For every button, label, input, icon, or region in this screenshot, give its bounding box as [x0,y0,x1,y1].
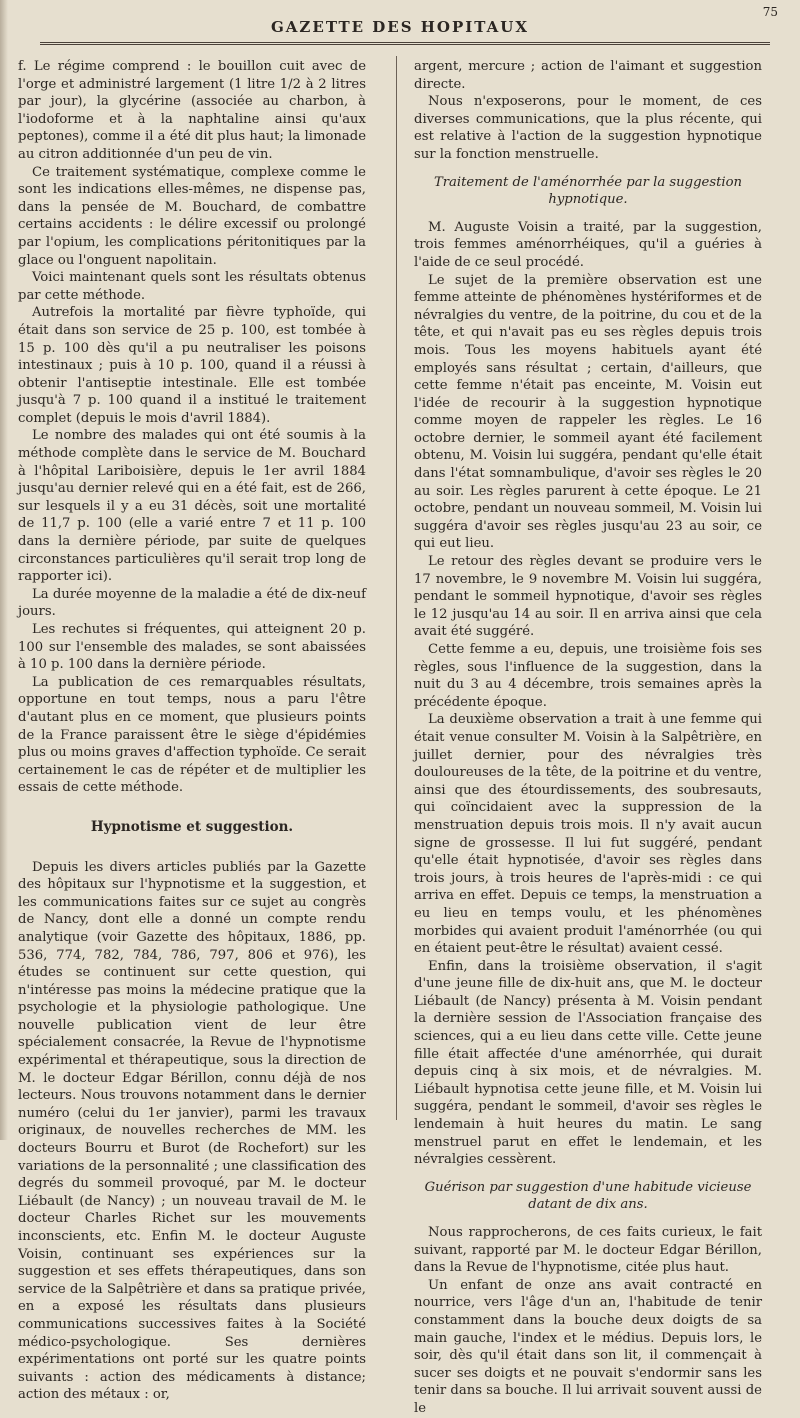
paragraph: La deuxième observation a trait à une femme qui était venue consulter M. Voisin à la Salpêtrière, en juillet dernier, pour des névralgies très douloureuses de la tête, de la poitrine et du ventre, ainsi que des étourdissements, des soubresauts, qui coïncidaient avec la suppression de la menstruation depuis trois mois. Il n'y avait aucun signe de grossesse. Il lui fut suggéré, pendant qu'elle était hypnotisée, d'avoir ses règles dans trois jours, à trois heures de l'après-midi : ce qui arriva en effet. Depuis ce temps, la menstruation a eu lieu en temps voulu, et les phénomènes morbides qui avaient produit l'aménorrhée (ou qui en étaient peut-être le résultat) avaient cessé. [414,712,762,957]
subheading: Guérison par suggestion d'une habitude vicieuse datant de dix ans. [424,1179,752,1213]
paragraph: Les rechutes si fréquentes, qui atteignent 20 p. 100 sur l'ensemble des malades, se sont abaissées à 10 p. 100 dans la dernière période. [18,622,366,673]
page-edge-shadow [0,0,8,1140]
header-rule [40,42,770,45]
right-column [414,58,762,1418]
paragraph: Depuis les divers articles publiés par la Gazette des hôpitaux sur l'hypnotisme et la suggestion, et les communications faites sur ce sujet au congrès de Nancy, dont elle a donné un compte rendu analytique (voir Gazette des hôpitaux, 1886, pp. 536, 774, 782, 784, 786, 797, 806 et 976), les études se continuent sur cette question, qui n'intéresse pas moins la médecine pratique que la psychologie et la physiologie pathologique. Une nouvelle publication vient de leur être spécialement consacrée, la Revue de l'hypnotisme expérimental et thérapeutique, sous la direction de M. le docteur Edgar Bérillon, connu déjà de nos lecteurs. Nous trouvons notamment dans le dernier numéro (celui du 1er janvier), parmi les travaux originaux, de nouvelles recherches de MM. les docteurs Bourru et Burot (de Rochefort) sur les variations de la personnalité ; une classification des degrés du sommeil provoqué, par M. le docteur Liébault (de Nancy) ; un nouveau travail de M. le docteur Charles Richet sur les mouvements inconscients, etc. Enfin M. le docteur Auguste Voisin, continuant ses expériences sur la suggestion et ses effets thérapeutiques, dans son service de la Salpêtrière et dans sa pratique privée, en a exposé les résultats dans plusieurs communications successives faites à la Société médico-psychologique. Ses dernières expérimentations ont porté sur les quatre points suivants : action des médicaments à distance; action des métaux : or, [18,859,366,1403]
section-heading: Hypnotisme et suggestion. [90,818,294,835]
paragraph: f. Le régime comprend : le bouillon cuit avec de l'orge et administré largement (1 litre 1/2 à 2 litres par jour), la glycérine (associée au charbon, à l'iodoforme et à la naphtaline ainsi qu'aux peptones), comme il a été dit plus haut; la limonade au citron additionnée d'un peu de vin. [18,59,366,162]
paragraph: La durée moyenne de la maladie a été de dix-neuf jours. [18,586,366,620]
paragraph: Ce traitement systématique, complexe comme le sont les indications elles-mêmes, ne dispense pas, dans la pensée de M. Bouchard, de combattre certains accidents : le délire excessif ou prolongé par l'opium, les complications péritonitiques par la glace ou l'onguent napolitain. [18,164,366,268]
page-number: 75 [762,5,778,19]
paragraph: Voici maintenant quels sont les résultats obtenus par cette méthode. [18,270,366,303]
paragraph: Le retour des règles devant se produire vers le 17 novembre, le 9 novembre M. Voisin lui suggéra, pendant le sommeil hypnotique, d'avoir ses règles le 12 jusqu'au 14 au soir. Il en arriva ainsi que cela avait été suggéré. [414,554,762,640]
paragraph: La publication de ces remarquables résultats, opportune en tout temps, nous a paru l'être d'autant plus en ce moment, que plusieurs points de la France paraissent être le siège d'épidémies plus ou moins graves d'affection typhoïde. Ce serait certainement le cas de répéter et de multiplier les essais de cette méthode. [18,674,366,796]
page-header [0,0,800,58]
paragraph: argent, mercure ; action de l'aimant et suggestion directe. [414,59,762,92]
paragraph: Cette femme a eu, depuis, une troisième fois ses règles, sous l'influence de la suggestion, dans la nuit du 3 au 4 décembre, trois semaines après la précédente époque. [414,642,762,710]
paragraph: Enfin, dans la troisième observation, il s'agit d'une jeune fille de dix-huit ans, que M. le docteur Liébault (de Nancy) présenta à M. Voisin pendant la dernière session de l'Association française des sciences, qui a eu lieu dans cette ville. Cette jeune fille était affectée d'une aménorrhée, qui durait depuis cinq à six mois, et de névralgies. M. Liébault hypnotisa cette jeune fille, et M. Voisin lui suggéra, pendant le sommeil, d'avoir ses règles le lendemain à huit heures du matin. Le sang menstruel parut en effet le lendemain, et les névralgies cessèrent. [414,958,762,1168]
column-divider [396,56,397,1120]
paragraph: Le nombre des malades qui ont été soumis à la méthode complète dans le service de M. Bouchard à l'hôpital Lariboisière, depuis le 1er avril 1884 jusqu'au dernier relevé qui en a été fait, est de 266, sur lesquels il y a eu 31 décès, soit une mortalité de 11,7 p. 100 (elle a varié entre 7 et 11 p. 100 dans la dernière période, par suite de quelques circonstances particulières qu'il serait trop long de rapporter ici). [18,428,366,585]
paragraph: M. Auguste Voisin a traité, par la suggestion, trois femmes aménorrhéiques, qu'il a guéries à l'aide de ce seul procédé. [414,219,762,270]
paragraph: Le sujet de la première observation est une femme atteinte de phénomènes hystériformes et de névralgies du ventre, de la poitrine, du cou et de la tête, et qui n'avait pas eu ses règles depuis trois mois. Tous les moyens habituels ayant été employés sans résultat ; certain, d'ailleurs, que cette femme n'était pas enceinte, M. Voisin eut l'idée de recourir à la suggestion hypnotique comme moyen de rappeler les règles. Le 16 octobre dernier, le sommeil ayant été facilement obtenu, M. Voisin lui suggéra, pendant qu'elle était dans l'état somnambulique, d'avoir ses règles le 20 au soir. Les règles parurent à cette époque. Le 21 octobre, pendant un nouveau sommeil, M. Voisin lui suggéra d'avoir ses règles jusqu'au 23 au soir, ce qui eut lieu. [414,272,762,552]
journal-title: GAZETTE DES HOPITAUX [270,18,529,36]
left-column [18,58,366,1404]
paragraph: Un enfant de onze ans avait contracté en nourrice, vers l'âge d'un an, l'habitude de tenir constamment dans la bouche deux doigts de sa main gauche, l'index et le médius. Depuis lors, le soir, dès qu'il était dans son lit, il commençait à sucer ses doigts et ne pouvait s'endormir sans les tenir dans sa bouche. Il lui arrivait souvent aussi de le [414,1277,762,1416]
subheading: Traitement de l'aménorrhée par la suggestion hypnotique. [433,174,743,208]
paragraph: Nous rapprocherons, de ces faits curieux, le fait suivant, rapporté par M. le docteur Edgar Bérillon, dans la Revue de l'hypnotisme, citée plus haut. [414,1225,762,1276]
paragraph: Nous n'exposerons, pour le moment, de ces diverses communications, que la plus récente, qui est relative à l'action de la suggestion hypnotique sur la fonction menstruelle. [414,94,762,162]
paragraph: Autrefois la mortalité par fièvre typhoïde, qui était dans son service de 25 p. 100, est tombée à 15 p. 100 dès qu'il a pu neutraliser les poisons intestinaux ; puis à 10 p. 100, quand il a réussi à obtenir l'antiseptie intestinale. Elle est tombée jusqu'à 7 p. 100 quand il a institué le traitement complet (depuis le mois d'avril 1884). [18,305,366,426]
